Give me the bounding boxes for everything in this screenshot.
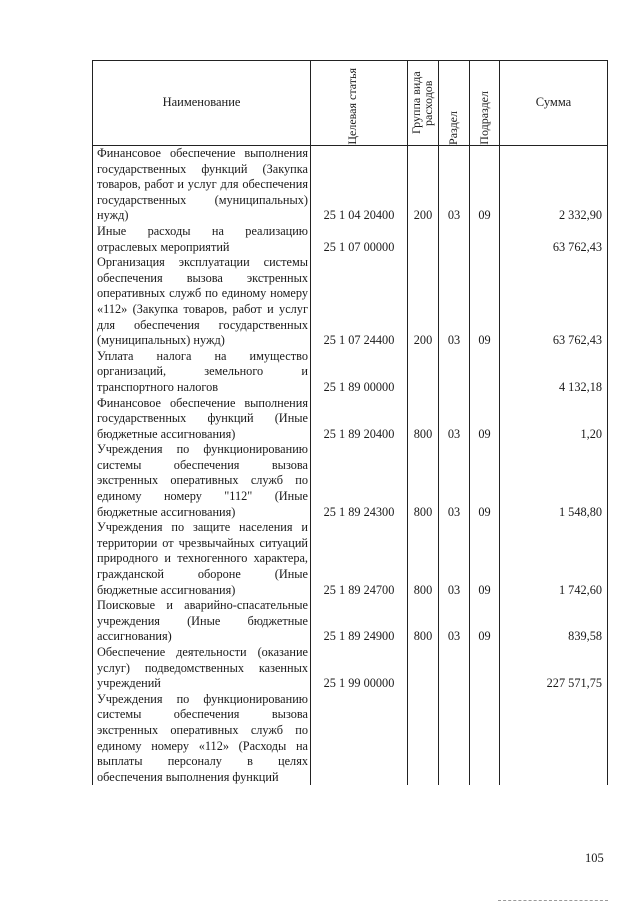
header-section xyxy=(439,61,470,146)
header-subsection-label: Подраздел xyxy=(476,91,491,145)
table-header-row xyxy=(93,61,608,146)
row-sum: 63 762,43 xyxy=(500,224,608,255)
row-group: 800 xyxy=(408,598,439,645)
row-group: 800 xyxy=(408,520,439,598)
page-number: 105 xyxy=(585,851,604,865)
header-code xyxy=(311,61,408,146)
row-sum: 1,20 xyxy=(500,396,608,443)
row-section: 03 xyxy=(439,442,470,520)
row-sum: 227 571,75 xyxy=(500,645,608,692)
table-row xyxy=(93,146,608,224)
row-code xyxy=(311,692,408,786)
row-group xyxy=(408,645,439,692)
row-sum: 2 332,90 xyxy=(500,146,608,224)
table-body xyxy=(93,146,608,786)
row-subsection: 09 xyxy=(470,396,500,443)
row-code: 25 1 89 20400 xyxy=(311,396,408,443)
row-sum: 839,58 xyxy=(500,598,608,645)
budget-table xyxy=(92,60,608,785)
row-group xyxy=(408,349,439,396)
row-subsection: 09 xyxy=(470,520,500,598)
row-section xyxy=(439,349,470,396)
row-sum xyxy=(500,692,608,786)
header-group xyxy=(408,61,439,146)
row-sum: 63 762,43 xyxy=(500,255,608,349)
row-name: Учреждения по функционированию системы обеспечения вызова экстренных оперативных служб по единому номеру «112» (Расходы на выплаты персоналу в целях обеспечения выполнения функций xyxy=(93,692,311,786)
row-subsection: 09 xyxy=(470,255,500,349)
row-name: Финансовое обеспечение выполнения государственных функций (Иные бюджетные ассигнования) xyxy=(93,396,311,443)
row-name: Организация эксплуатации системы обеспечения вызова экстренных оперативных служб по единому номеру «112» (Закупка товаров, работ и услуг для обеспечения государственных (муниципальных) нужд) xyxy=(93,255,311,349)
header-code-label: Целевая статья xyxy=(345,68,359,145)
row-section: 03 xyxy=(439,146,470,224)
row-name: Учреждения по защите населения и территории от чрезвычайных ситуаций природного и техногенного характера, гражданской обороне (Иные бюджетные ассигнования) xyxy=(93,520,311,598)
table-row xyxy=(93,645,608,692)
row-subsection xyxy=(470,692,500,786)
row-section xyxy=(439,645,470,692)
row-section: 03 xyxy=(439,520,470,598)
row-sum: 1 742,60 xyxy=(500,520,608,598)
row-subsection xyxy=(470,645,500,692)
row-subsection: 09 xyxy=(470,442,500,520)
row-name: Иные расходы на реализацию отраслевых мероприятий xyxy=(93,224,311,255)
row-group: 200 xyxy=(408,146,439,224)
row-subsection xyxy=(470,224,500,255)
row-group: 200 xyxy=(408,255,439,349)
row-group: 800 xyxy=(408,442,439,520)
row-section: 03 xyxy=(439,255,470,349)
table-row xyxy=(93,442,608,520)
table-row xyxy=(93,598,608,645)
table-row xyxy=(93,520,608,598)
table-row xyxy=(93,396,608,443)
header-name: Наименование xyxy=(93,61,311,146)
row-code: 25 1 89 00000 xyxy=(311,349,408,396)
row-code: 25 1 99 00000 xyxy=(311,645,408,692)
row-group xyxy=(408,224,439,255)
table-row xyxy=(93,349,608,396)
row-section xyxy=(439,692,470,786)
row-group: 800 xyxy=(408,396,439,443)
row-section: 03 xyxy=(439,598,470,645)
row-subsection xyxy=(470,349,500,396)
row-group xyxy=(408,692,439,786)
row-code: 25 1 89 24300 xyxy=(311,442,408,520)
row-code: 25 1 89 24700 xyxy=(311,520,408,598)
row-name: Обеспечение деятельности (оказание услуг) подведомственных казенных учреждений xyxy=(93,645,311,692)
header-subsection xyxy=(470,61,500,146)
row-section: 03 xyxy=(439,396,470,443)
row-subsection: 09 xyxy=(470,598,500,645)
header-sum: Сумма xyxy=(500,61,608,146)
row-code: 25 1 89 24900 xyxy=(311,598,408,645)
row-name: Финансовое обеспечение выполнения государственных функций (Закупка товаров, работ и услуг для обеспечения государственных (муниципальных) нужд) xyxy=(93,146,311,224)
table-row xyxy=(93,692,608,786)
row-code: 25 1 04 20400 xyxy=(311,146,408,224)
row-name: Уплата налога на имущество организаций, земельного и транспортного налогов xyxy=(93,349,311,396)
row-sum: 4 132,18 xyxy=(500,349,608,396)
header-group-label: Группа вида расходов xyxy=(409,71,435,135)
row-subsection: 09 xyxy=(470,146,500,224)
row-code: 25 1 07 24400 xyxy=(311,255,408,349)
table-row xyxy=(93,224,608,255)
row-name: Учреждения по функционированию системы обеспечения вызова экстренных оперативных служб по единому номеру "112" (Иные бюджетные ассигнования) xyxy=(93,442,311,520)
footer-divider xyxy=(498,900,608,901)
row-section xyxy=(439,224,470,255)
row-name: Поисковые и аварийно-спасательные учреждения (Иные бюджетные ассигнования) xyxy=(93,598,311,645)
row-code: 25 1 07 00000 xyxy=(311,224,408,255)
row-sum: 1 548,80 xyxy=(500,442,608,520)
table-row xyxy=(93,255,608,349)
header-section-label: Раздел xyxy=(446,111,460,145)
